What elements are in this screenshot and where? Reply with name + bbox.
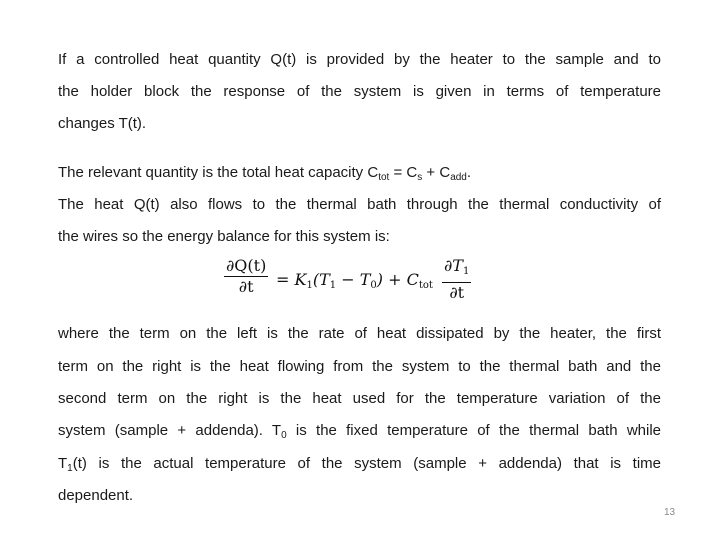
sub-tot: tot [378, 172, 390, 183]
relevant-text: The relevant quantity is the total heat capacity C [58, 164, 379, 181]
rhs-fraction [442, 256, 471, 303]
line5-a: T [58, 455, 68, 472]
energy-balance-equation [224, 256, 484, 306]
relevant-end: . [466, 164, 472, 181]
t1-sub: 1 [67, 463, 73, 474]
rhs-denominator: ∂t [442, 282, 471, 303]
line5-b: (t) is the actual temperature of the system (sample + addenda) that is time [72, 455, 661, 472]
k1-symbol: K [294, 270, 307, 289]
explanation-line1: where the term on the left is the rate of heat dissipated by the heater, the first [58, 325, 661, 342]
equation-middle [276, 270, 433, 291]
k1-subscript: 1 [306, 280, 313, 291]
t0-subscript: 0 [370, 280, 377, 291]
t0-sub: 0 [281, 430, 287, 441]
paragraph1-line2: the holder block the response of the system is given in terms of temperature [58, 83, 661, 100]
paragraph1-line3: changes T(t). [58, 115, 147, 132]
lhs-fraction [224, 256, 268, 297]
heat-flow-line1: The heat Q(t) also flows to the thermal bath through the thermal conductivity of [58, 196, 661, 213]
rhs-numerator [442, 256, 471, 282]
explanation-line4 [58, 421, 661, 446]
explanation-line5 [58, 454, 661, 479]
lhs-numerator: ∂Q(t) [226, 256, 267, 275]
rhs-num-symbol: ∂T [444, 256, 463, 275]
line4-a: system (sample + addenda). T [58, 422, 282, 439]
relevant-plus: + C [422, 164, 451, 181]
explanation-line6: dependent. [58, 487, 134, 504]
paren-open: (T [312, 270, 330, 289]
equals-sign: = [276, 270, 290, 289]
lhs-denominator: ∂t [224, 276, 268, 297]
explanation-line3: second term on the right is the heat used for the temperature variation of the [58, 390, 661, 407]
page-number: 13 [664, 507, 676, 518]
heat-flow-line2: the wires so the energy balance for this system is: [58, 228, 390, 245]
paren-close: ) + C [376, 270, 419, 289]
explanation-line2: term on the right is the heat flowing from the system to the thermal bath and the [58, 358, 661, 375]
relevant-eq: = C [389, 164, 418, 181]
relevant-quantity-line [58, 163, 661, 188]
sub-s: s [417, 172, 423, 183]
sub-add: add [450, 172, 467, 183]
rhs-num-subscript: 1 [462, 266, 470, 277]
t1-subscript: 1 [329, 280, 337, 291]
paragraph1-line1: If a controlled heat quantity Q(t) is provided by the heater to the sample and to [58, 51, 661, 68]
ctot-subscript: tot [418, 280, 433, 291]
minus-t: − T [336, 270, 371, 289]
line4-b: is the fixed temperature of the thermal bath while [286, 422, 661, 439]
